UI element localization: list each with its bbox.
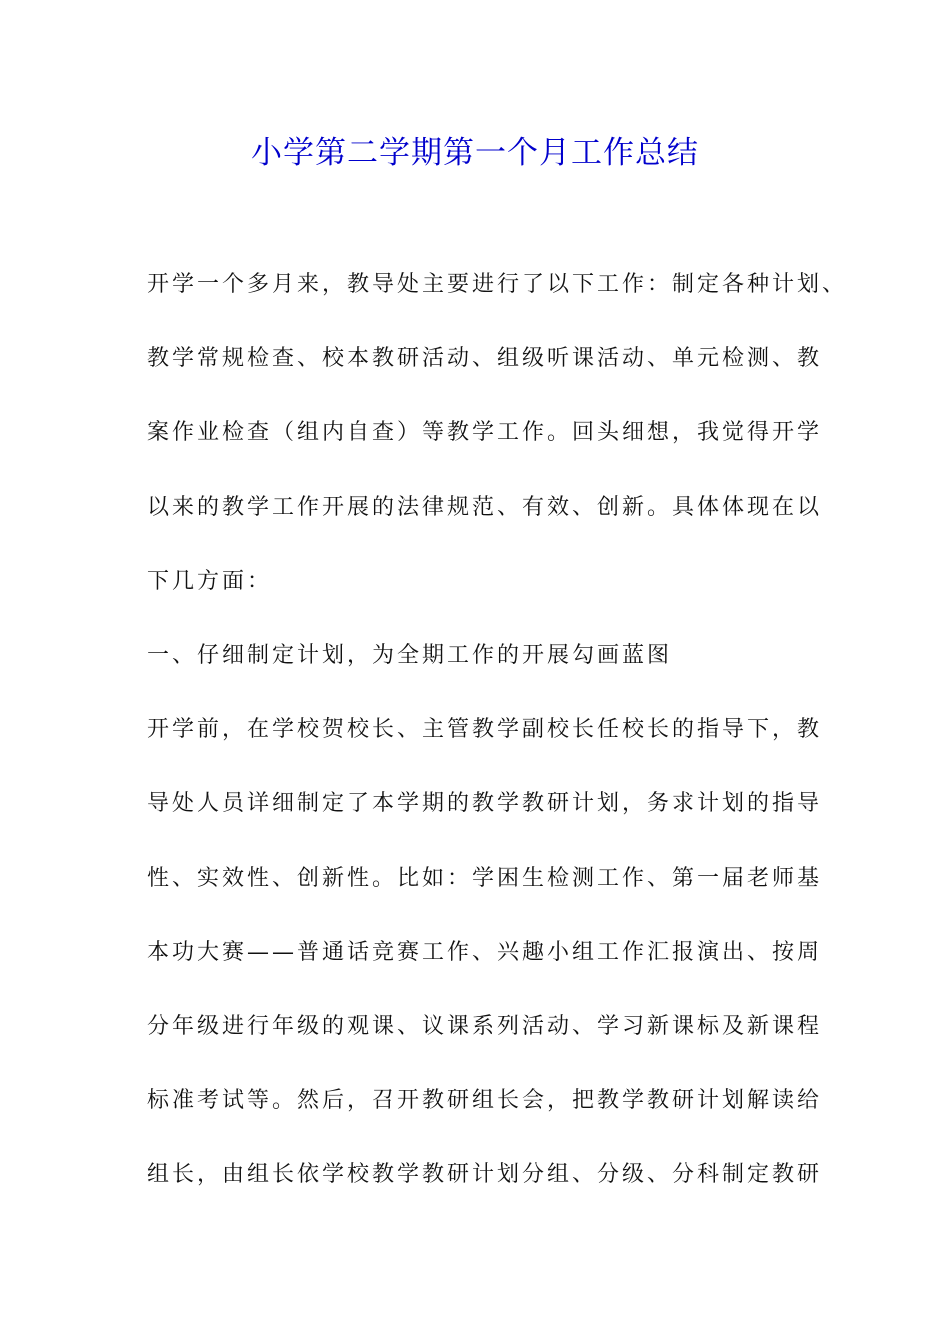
body-line-12: 标准考试等。然后，召开教研组长会，把教学教研计划解读给 [147,1088,823,1114]
body-line-5: 下几方面： [147,568,273,594]
body-line-2: 教学常规检查、校本教研活动、组级听课活动、单元检测、教 [147,346,823,372]
body-line-7: 开学前，在学校贺校长、主管教学副校长任校长的指导下，教 [147,717,823,743]
section-heading-1: 一、仔细制定计划，为全期工作的开展勾画蓝图 [147,642,673,668]
document-body [147,261,848,1225]
body-line-8: 导处人员详细制定了本学期的教学教研计划，务求计划的指导 [147,791,823,817]
body-line-11: 分年级进行年级的观课、议课系列活动、学习新课标及新课程 [147,1013,823,1039]
body-line-9: 性、实效性、创新性。比如：学困生检测工作、第一届老师基 [147,865,823,891]
body-line-4: 以来的教学工作开展的法律规范、有效、创新。具体体现在以 [147,494,823,520]
document-title: 小学第二学期第一个月工作总结 [251,135,699,171]
body-line-1: 开学一个多月来，教导处主要进行了以下工作：制定各种计划、 [147,272,848,297]
body-line-3: 案作业检查（组内自查）等教学工作。回头细想，我觉得开学 [147,420,823,446]
body-line-10: 本功大赛——普通话竞赛工作、兴趣小组工作汇报演出、按周 [147,939,823,965]
body-line-13: 组长，由组长依学校教学教研计划分组、分级、分科制定教研 [147,1162,823,1188]
